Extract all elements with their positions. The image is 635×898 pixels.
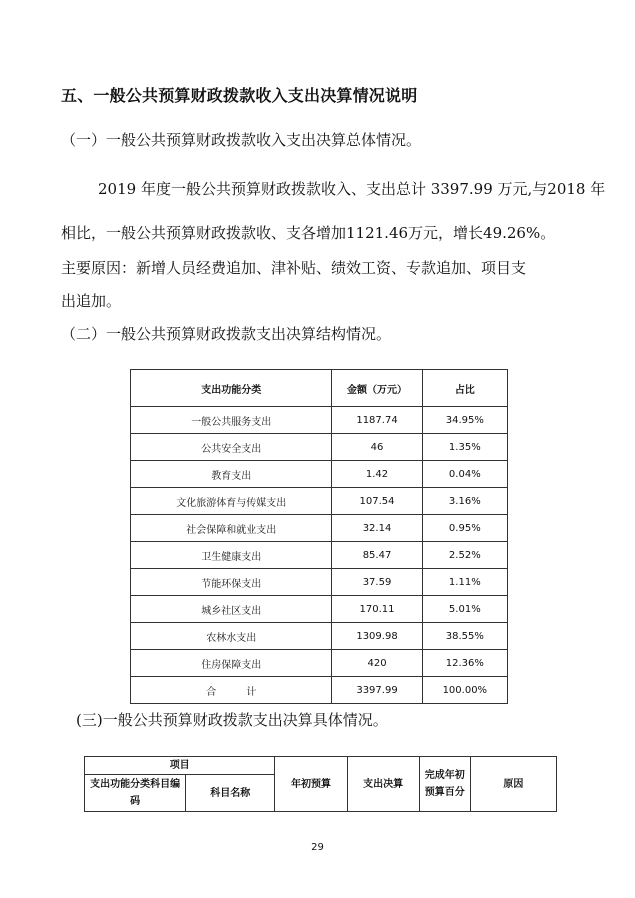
table-row [131, 434, 508, 461]
header-final-expenditure: 支出决算 [347, 757, 419, 812]
row-amount: 85.47 [332, 542, 422, 569]
header-share: 占比 [422, 370, 507, 407]
table-row [131, 596, 508, 623]
row-category: 节能环保支出 [131, 569, 332, 596]
row-share: 1.35% [422, 434, 507, 461]
row-amount: 107.54 [332, 488, 422, 515]
table-total-row [131, 677, 508, 704]
paragraph-line-4: 出追加。 [61, 292, 122, 310]
header-reason: 原因 [470, 757, 556, 812]
expenditure-detail-table [84, 756, 557, 812]
table-row [131, 569, 508, 596]
detail-header-row-1 [85, 757, 557, 775]
row-share: 5.01% [422, 596, 507, 623]
row-share: 1.11% [422, 569, 507, 596]
row-category: 城乡社区支出 [131, 596, 332, 623]
table-row [131, 650, 508, 677]
page-number: 29 [311, 842, 324, 853]
row-amount: 1187.74 [332, 407, 422, 434]
row-share: 0.95% [422, 515, 507, 542]
expenditure-structure-table [130, 369, 508, 704]
row-share: 38.55% [422, 623, 507, 650]
paragraph-line-1: 2019 年度一般公共预算财政拨款收入、支出总计 3397.99 万元,与2018 年 [98, 180, 606, 198]
completion-percent-line-2: 预算百分 [424, 787, 465, 798]
row-category: 农林水支出 [131, 623, 332, 650]
total-share: 100.00% [422, 677, 507, 704]
row-amount: 1.42 [332, 461, 422, 488]
header-amount: 金额（万元） [332, 370, 422, 407]
section-title: 五、一般公共预算财政拨款收入支出决算情况说明 [61, 86, 418, 105]
header-project: 项目 [85, 757, 275, 775]
table-row [131, 542, 508, 569]
total-label: 合 计 [131, 677, 332, 704]
subsection-title-2: （二）一般公共预算财政拨款支出决算结构情况。 [61, 325, 392, 343]
completion-percent-line-1: 完成年初 [424, 770, 465, 781]
row-category: 一般公共服务支出 [131, 407, 332, 434]
row-category: 文化旅游体育与传媒支出 [131, 488, 332, 515]
header-initial-budget: 年初预算 [275, 757, 347, 812]
header-completion-percent [419, 757, 470, 812]
row-amount: 1309.98 [332, 623, 422, 650]
row-amount: 420 [332, 650, 422, 677]
subject-code-line-2: 码 [130, 796, 141, 807]
row-amount: 32.14 [332, 515, 422, 542]
row-category: 公共安全支出 [131, 434, 332, 461]
table-row [131, 407, 508, 434]
row-amount: 170.11 [332, 596, 422, 623]
table-row [131, 488, 508, 515]
header-subject-code [85, 775, 186, 812]
row-share: 12.36% [422, 650, 507, 677]
subsection-title-3: (三)一般公共预算财政拨款支出决算具体情况。 [76, 711, 388, 729]
header-subject-name: 科目名称 [186, 775, 275, 812]
table-row [131, 623, 508, 650]
row-category: 教育支出 [131, 461, 332, 488]
total-amount: 3397.99 [332, 677, 422, 704]
row-amount: 37.59 [332, 569, 422, 596]
table-header-row [131, 370, 508, 407]
subsection-title-1: （一）一般公共预算财政拨款收入支出决算总体情况。 [61, 131, 422, 149]
table-row [131, 515, 508, 542]
table-row [131, 461, 508, 488]
paragraph-line-2: 相比，一般公共预算财政拨款收、支各增加1121.46万元，增长49.26%。 [61, 224, 556, 242]
row-share: 3.16% [422, 488, 507, 515]
row-category: 卫生健康支出 [131, 542, 332, 569]
row-category: 社会保障和就业支出 [131, 515, 332, 542]
row-share: 0.04% [422, 461, 507, 488]
row-share: 2.52% [422, 542, 507, 569]
row-share: 34.95% [422, 407, 507, 434]
subject-code-line-1: 支出功能分类科目编 [90, 779, 181, 790]
row-category: 住房保障支出 [131, 650, 332, 677]
header-category: 支出功能分类 [131, 370, 332, 407]
row-amount: 46 [332, 434, 422, 461]
paragraph-line-3: 主要原因：新增人员经费追加、津补贴、绩效工资、专款追加、项目支 [61, 259, 527, 277]
